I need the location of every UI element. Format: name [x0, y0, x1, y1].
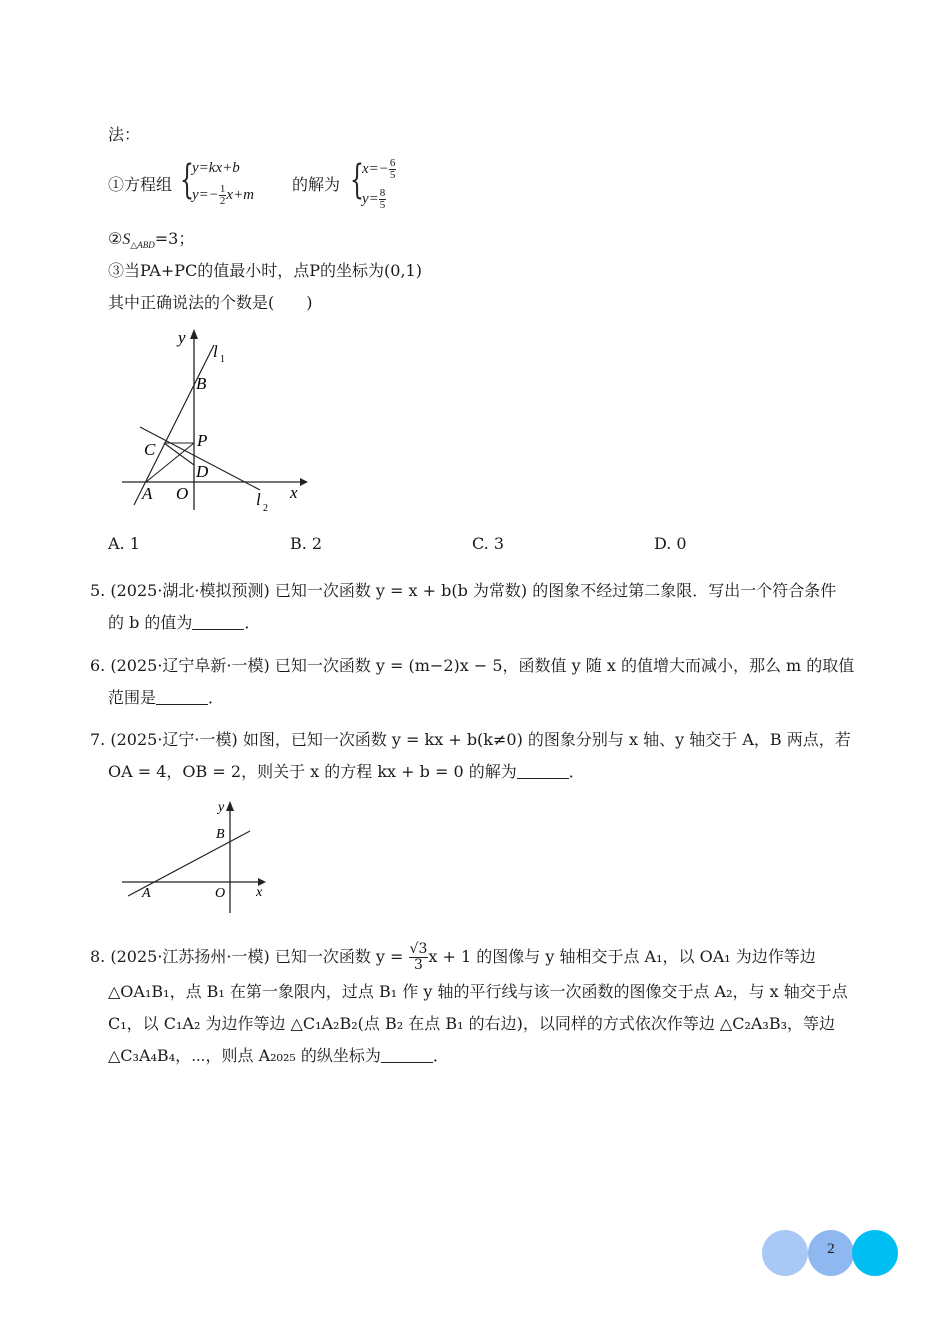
label-B: B [216, 827, 225, 842]
q4-question: 其中正确说法的个数是( ) [108, 293, 313, 312]
system-eq1: y=kx+b [192, 160, 240, 176]
item2: $②S_{\triangle ABD}=3$； [108, 229, 195, 251]
label-l2: l [256, 490, 261, 509]
option-c: C. 3 [472, 534, 505, 553]
question-8 [90, 938, 880, 1072]
x-axis-arrow [300, 478, 308, 486]
figure-l1-l2 [110, 325, 320, 520]
y-axis-arrow [190, 329, 198, 339]
label-A: A [142, 484, 153, 503]
q5-blank[interactable] [192, 611, 244, 630]
solution-x: x=− $\frac{6}{5}$ [362, 157, 396, 181]
label-P: P [197, 431, 208, 450]
label-C: C [144, 440, 156, 459]
question-6 [90, 650, 880, 714]
q6-line1: 6. (2025·辽宁阜新·一模) 已知一次函数 y = (m−2)x − 5，函数值 y 随 x 的值增大而减小，那么 m 的取值 [90, 656, 855, 675]
figure-q7 [118, 795, 278, 920]
left-brace-2: { [350, 157, 364, 203]
label-l2-sub: 2 [263, 503, 268, 514]
line-l1 [134, 345, 214, 505]
item1-prefix: ①方程组 [108, 175, 173, 194]
question-7 [90, 724, 880, 788]
label-x: x [256, 885, 263, 900]
q5-line1: 5. (2025·湖北·模拟预测) 已知一次函数 y = x + b(b 为常数) 的图象不经过第二象限．写出一个符合条件 [90, 581, 837, 600]
q6-blank[interactable] [156, 686, 208, 705]
label-A: A [142, 886, 151, 901]
q5-line2: 的 b 的值为 ． [108, 613, 261, 632]
q8-line4: △C₃A₄B₄，⋯，则点 A₂₀₂₅ 的纵坐标为 ． [108, 1046, 449, 1065]
label-y: y [178, 328, 186, 347]
q7-line2: OA = 4，OB = 2，则关于 x 的方程 kx + b = 0 的解为 ． [108, 762, 585, 781]
option-b: B. 2 [290, 534, 323, 553]
label-O: O [176, 484, 189, 503]
q6-line2: 范围是 ． [108, 688, 225, 707]
label-O: O [215, 886, 226, 901]
page-number: 2 [827, 1241, 835, 1257]
q8-line1: 8. (2025·江苏扬州·一模) 已知一次函数 y = $\frac{√3}{3}$ x + 1 的图像与 y 轴相交于点 A₁，以 OA₁ 为边作等边 [90, 941, 816, 973]
left-brace-1: { [180, 157, 194, 203]
label-l1-sub: 1 [220, 354, 225, 365]
label-B: B [196, 374, 207, 393]
option-d: D. 0 [654, 534, 687, 553]
q8-line2: △OA₁B₁，点 B₁ 在第一象限内，过点 B₁ 作 y 轴的平行线与该一次函数的图像交于点 A₂，与 x 轴交于点 [108, 982, 848, 1001]
label-x: x [290, 483, 298, 502]
q8-line3: C₁，以 C₁A₂ 为边作等边 △C₁A₂B₂(点 B₂ 在点 B₁ 的右边)，以同样的方式依次作等边 △C₂A₃B₃，等边 [108, 1014, 836, 1033]
q7-line1: 7. (2025·辽宁·一模) 如图，已知一次函数 y = kx + b(k≠0) 的图象分别与 x 轴、y 轴交于 A，B 两点，若 [90, 730, 851, 749]
option-a: A. 1 [108, 534, 140, 553]
page-circle-right [852, 1230, 898, 1276]
question-5 [90, 575, 880, 639]
label-D: D [196, 462, 209, 481]
label-y: y [218, 800, 225, 815]
y-axis-arrow [226, 801, 234, 811]
item1-middle: 的解为 [292, 175, 341, 194]
system-eq2: y=− $\frac{1}{2}$ x+m [192, 183, 255, 207]
item3: ③当PA+PC的值最小时，点P的坐标为(0,1) [108, 261, 422, 280]
label-l1: l [213, 342, 218, 361]
q7-blank[interactable] [517, 760, 569, 779]
page-circle-left [762, 1230, 808, 1276]
q8-blank[interactable] [381, 1044, 433, 1063]
fa-label: 法： [108, 125, 141, 144]
solution-y: y= $\frac{8}{5}$ [362, 187, 386, 211]
